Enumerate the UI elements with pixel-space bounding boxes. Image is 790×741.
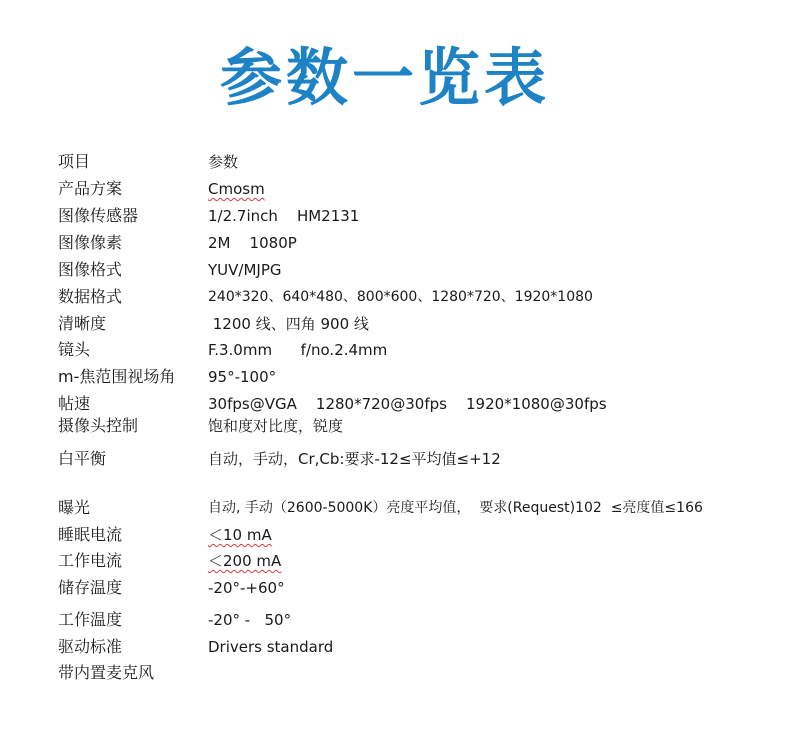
table-row	[0, 338, 790, 362]
row-label: 图像传感器	[58, 206, 139, 225]
table-row	[0, 608, 790, 632]
table-row	[0, 661, 790, 685]
row-label: 睡眠电流	[58, 525, 123, 544]
row-label: 产品方案	[58, 179, 123, 198]
row-value: -20°-+60°	[208, 579, 285, 597]
row-value: 30fps@VGA 1280*720@30fps 1920*1080@30fps	[208, 395, 607, 413]
table-row	[0, 635, 790, 659]
header-label: 项目	[58, 152, 91, 171]
row-value: 1/2.7inch HM2131	[208, 207, 360, 225]
table-row	[0, 365, 790, 389]
table-header-row	[0, 150, 790, 174]
row-value: 自动, 手动（2600-5000K）亮度平均值， 要求(Request)102 ≤亮度值≤166	[208, 500, 703, 516]
table-row	[0, 523, 790, 547]
table-row	[0, 549, 790, 573]
row-label: 帖速	[58, 394, 91, 413]
table-row	[0, 231, 790, 255]
table-row	[0, 447, 790, 471]
table-row	[0, 258, 790, 282]
row-value: 95°-100°	[208, 368, 277, 386]
page-title: 参数一览表	[219, 41, 550, 114]
table-row	[0, 414, 790, 438]
table-row	[0, 285, 790, 309]
row-label: m-焦范围视场角	[58, 367, 176, 386]
row-label: 镜头	[58, 340, 91, 359]
row-label: 储存温度	[58, 578, 123, 597]
row-label: 白平衡	[58, 449, 107, 468]
table-row	[0, 496, 790, 520]
row-label: 图像格式	[58, 260, 123, 279]
table-row	[0, 312, 790, 336]
table-row	[0, 576, 790, 600]
row-value: 2M 1080P	[208, 234, 297, 252]
row-value: Cmosm	[208, 180, 265, 198]
header-value: 参数	[208, 153, 239, 171]
row-label: 曝光	[58, 498, 91, 517]
row-label: 带内置麦克风	[58, 663, 155, 682]
row-value: 饱和度对比度，锐度	[208, 417, 344, 435]
row-label: 驱动标准	[58, 637, 123, 656]
row-value: YUV/MJPG	[208, 261, 282, 279]
row-label: 图像像素	[58, 233, 123, 252]
table-row	[0, 177, 790, 201]
row-label: 数据格式	[58, 287, 123, 306]
row-value: ＜200 mA	[208, 552, 282, 570]
row-value: 自动，手动，Cr,Cb:要求-12≤平均值≤+12	[208, 450, 501, 468]
row-label: 清晰度	[58, 314, 107, 333]
row-value: Drivers standard	[208, 638, 334, 656]
table-row	[0, 392, 790, 416]
row-label: 工作温度	[58, 610, 123, 629]
row-value: -20° - 50°	[208, 611, 292, 629]
row-value: ＜10 mA	[208, 526, 272, 544]
row-label: 摄像头控制	[58, 416, 139, 435]
row-label: 工作电流	[58, 551, 123, 570]
table-row	[0, 204, 790, 228]
row-value: F.3.0mm f/no.2.4mm	[208, 341, 388, 359]
row-value: 1200 线、四角 900 线	[208, 315, 369, 333]
row-value: 240*320、640*480、800*600、1280*720、1920*1080	[208, 289, 593, 305]
